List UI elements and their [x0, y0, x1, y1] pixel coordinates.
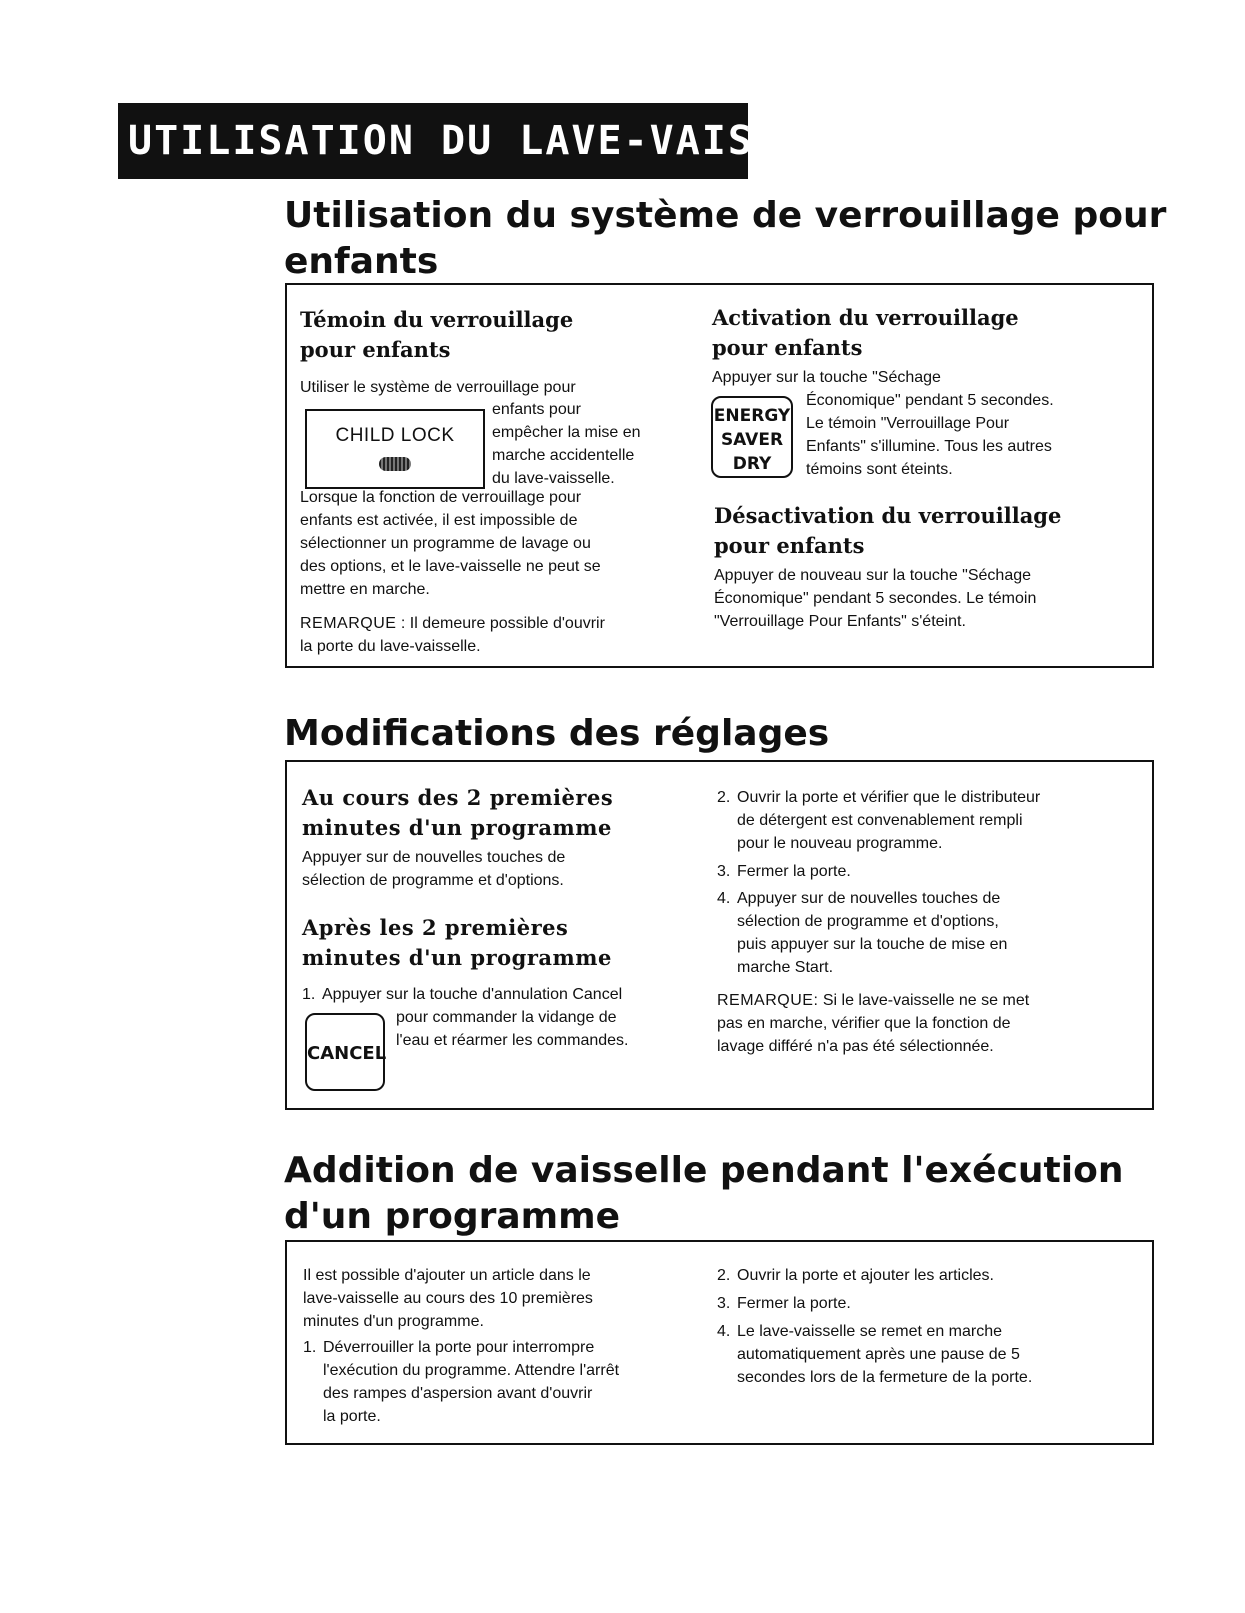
title-line-2: enfants [284, 241, 439, 282]
section-title-modifications: Modifications des réglages [284, 713, 830, 754]
heading-line-2: minutes d'un programme [302, 815, 612, 840]
activation-heading [712, 303, 1019, 363]
sub1-body [302, 846, 565, 892]
list-text: Ouvrir la porte et ajouter les articles. [737, 1267, 994, 1284]
list-text: Fermer la porte. [737, 1295, 851, 1312]
line: la porte. [323, 1408, 381, 1425]
list-text [737, 1320, 1032, 1389]
line: Appuyer de nouveau sur la touche "Séchage [714, 567, 1032, 584]
list-item [717, 860, 1137, 883]
item1-side-text [396, 1006, 628, 1052]
list-text [737, 786, 1040, 855]
energy-saver-dry-button-icon [711, 396, 793, 478]
line: de détergent est convenablement rempli [737, 812, 1023, 829]
line: mettre en marche. [300, 581, 430, 598]
line: Économique" pendant 5 secondes. Le témoin [714, 590, 1037, 607]
temoin-side-text [492, 398, 641, 490]
line: marche Start. [737, 959, 834, 976]
section-title-child-lock [284, 193, 1166, 285]
sub1-heading [302, 783, 613, 843]
line: Ouvrir la porte et vérifier que le distributeur [737, 789, 1041, 806]
temoin-remarque [300, 612, 605, 658]
line: Déverrouiller la porte pour interrompre [323, 1339, 595, 1356]
heading-line-2: pour enfants [712, 335, 863, 360]
heading-line-2: pour enfants [714, 533, 865, 558]
cancel-button-icon: CANCEL [305, 1013, 385, 1091]
activation-intro: Appuyer sur la touche "Séchage [712, 369, 941, 386]
list-number: 1. [303, 1339, 317, 1356]
line: Appuyer sur de nouvelles touches de [737, 890, 1001, 907]
list-number: 3. [717, 863, 731, 880]
heading-line-1: Désactivation du verrouillage [714, 503, 1062, 528]
heading-line-2: minutes d'un programme [302, 945, 612, 970]
line: enfants pour [492, 401, 581, 418]
list-text [737, 887, 1007, 979]
heading-line-1: Au cours des 2 premières [302, 785, 614, 810]
title-line-1: Utilisation du système de verrouillage pour [284, 195, 1167, 236]
line: lave-vaisselle au cours des 10 premières [303, 1290, 593, 1307]
line: DRY [732, 454, 772, 474]
heading-line-2: pour enfants [300, 337, 451, 362]
remarque-label: REMARQUE: [717, 992, 819, 1009]
line: puis appuyer sur la touche de mise en [737, 936, 1008, 953]
list-number: 4. [717, 1323, 731, 1340]
list-text [323, 1336, 619, 1428]
line: la porte du lave-vaisselle. [300, 638, 481, 655]
child-lock-label: CHILD LOCK [335, 425, 455, 446]
modifications-remarque [717, 989, 1029, 1058]
line: lavage différé n'a pas été sélectionnée. [717, 1038, 994, 1055]
line: enfants est activée, il est impossible de [300, 512, 578, 529]
list-number: 3. [717, 1295, 731, 1312]
addition-intro [303, 1264, 593, 1333]
line: pas en marche, vérifier que la fonction de [717, 1015, 1011, 1032]
line: ENERGY [713, 406, 791, 426]
line: Si le lave-vaisselle ne se met [818, 992, 1030, 1009]
temoin-intro: Utiliser le système de verrouillage pour [300, 379, 576, 396]
line: pour le nouveau programme. [737, 835, 943, 852]
line: : Il demeure possible d'ouvrir [396, 615, 605, 632]
line: des rampes d'aspersion avant d'ouvrir [323, 1385, 593, 1402]
line: SAVER [720, 430, 784, 450]
line: Il est possible d'ajouter un article dans le [303, 1267, 591, 1284]
list-item [717, 1264, 1137, 1287]
section-banner: UTILISATION DU LAVE-VAISSELLE [118, 103, 748, 179]
line: marche accidentelle [492, 447, 635, 464]
activation-side-text [806, 389, 1054, 481]
line: automatiquement après une pause de 5 [737, 1346, 1020, 1363]
list-item [717, 786, 1137, 856]
title-line-2: d'un programme [284, 1196, 621, 1237]
line: sélection de programme et d'options. [302, 872, 564, 889]
line: sélection de programme et d'options, [737, 913, 999, 930]
list-item [717, 1292, 1137, 1315]
list-item [717, 887, 1137, 979]
line: Le témoin "Verrouillage Pour [806, 415, 1010, 432]
list-number: 2. [717, 789, 731, 806]
line: sélectionner un programme de lavage ou [300, 535, 591, 552]
line: Le lave-vaisselle se remet en marche [737, 1323, 1003, 1340]
line: Économique" pendant 5 secondes. [806, 392, 1054, 409]
list-number: 4. [717, 890, 731, 907]
line: des options, et le lave-vaisselle ne peut se [300, 558, 601, 575]
list-text: Appuyer sur la touche d'annulation Cancel [322, 986, 623, 1003]
line: secondes lors de la fermeture de la porte. [737, 1369, 1033, 1386]
heading-line-1: Activation du verrouillage [712, 305, 1019, 330]
child-lock-led-icon [379, 457, 411, 471]
line: empêcher la mise en [492, 424, 641, 441]
line: Lorsque la fonction de verrouillage pour [300, 489, 582, 506]
list-item [302, 983, 702, 1006]
line: l'exécution du programme. Attendre l'arrêt [323, 1362, 620, 1379]
sub2-heading [302, 913, 612, 973]
line: minutes d'un programme. [303, 1313, 484, 1330]
line: témoins sont éteints. [806, 461, 953, 478]
line: l'eau et réarmer les commandes. [396, 1032, 629, 1049]
desactivation-heading [714, 501, 1061, 561]
line: Enfants" s'illumine. Tous les autres [806, 438, 1052, 455]
list-number: 2. [717, 1267, 731, 1284]
list-item [303, 1336, 703, 1428]
heading-line-1: Témoin du verrouillage [300, 307, 574, 332]
section-title-addition [284, 1148, 1123, 1240]
remarque-label: REMARQUE [300, 615, 397, 632]
line: "Verrouillage Pour Enfants" s'éteint. [714, 613, 966, 630]
temoin-body [300, 486, 601, 601]
line: du lave-vaisselle. [492, 470, 615, 487]
temoin-heading [300, 305, 573, 365]
child-lock-panel-illustration [305, 409, 485, 489]
desactivation-body [714, 564, 1036, 633]
title-line-1: Addition de vaisselle pendant l'exécution [284, 1150, 1124, 1191]
line: Appuyer sur de nouvelles touches de [302, 849, 566, 866]
list-number: 1. [302, 986, 316, 1003]
heading-line-1: Après les 2 premières [302, 915, 569, 940]
list-text: Fermer la porte. [737, 863, 851, 880]
line: pour commander la vidange de [396, 1009, 617, 1026]
list-item [717, 1320, 1137, 1390]
